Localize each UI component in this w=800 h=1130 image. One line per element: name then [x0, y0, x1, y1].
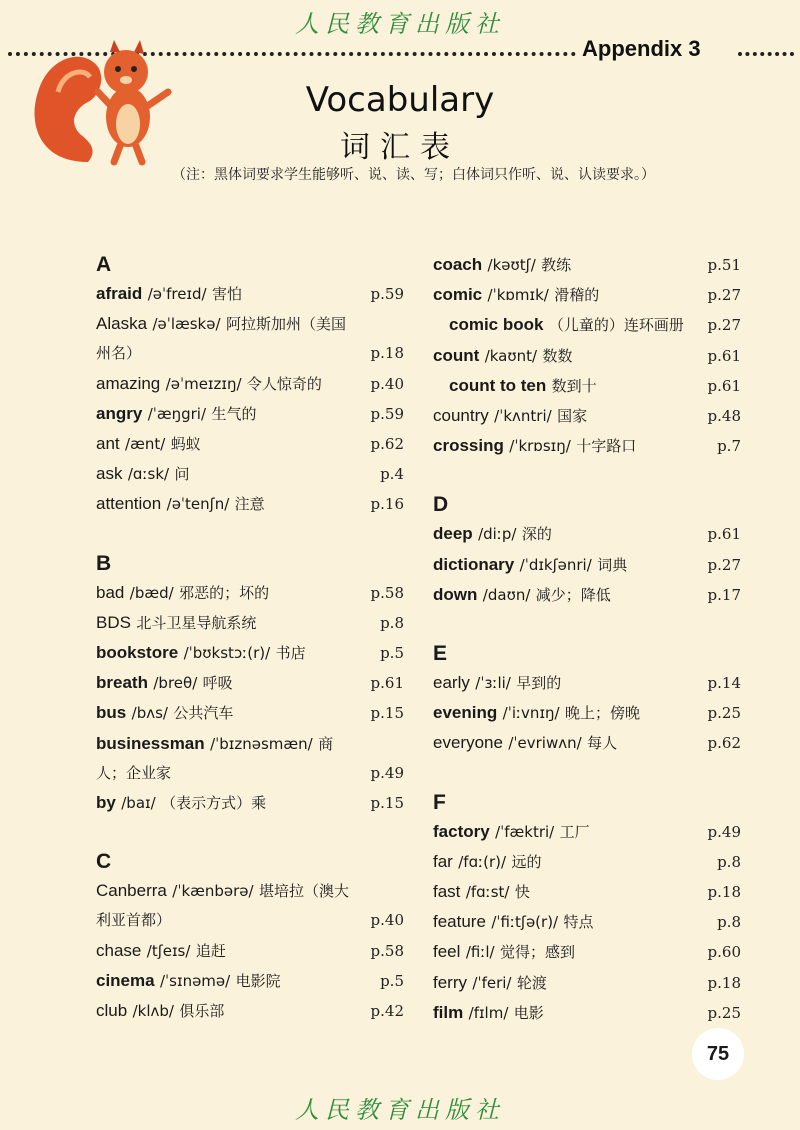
entry-word: BDS — [96, 612, 131, 632]
entry-text — [433, 907, 741, 937]
entry-phonetic: /kəʊtʃ/ — [487, 256, 536, 274]
entry-meaning: 觉得；感到 — [500, 943, 576, 962]
entry-phonetic: /ˈæŋgri/ — [147, 404, 207, 423]
vocab-entry — [433, 341, 741, 371]
entry-meaning: 数数 — [542, 346, 573, 365]
entry-text — [433, 728, 741, 758]
entry-word: comic book — [449, 315, 544, 335]
entry-meaning: 北斗卫星导航系统 — [136, 613, 257, 632]
entry-page-ref: p.40 — [370, 911, 404, 930]
entry-word: afraid — [96, 284, 143, 303]
entry-word: everyone — [433, 733, 503, 753]
vocab-entry — [433, 817, 741, 847]
vocab-entry — [433, 550, 741, 580]
entry-page-ref: p.8 — [717, 852, 741, 871]
entry-phonetic: /ˈsɪnəmə/ — [160, 971, 231, 990]
entry-meaning: 阿拉斯加州（美国州名） — [96, 315, 346, 363]
entry-meaning: 害怕 — [212, 285, 243, 303]
entry-phonetic: /breθ/ — [153, 674, 198, 693]
section-letter: D — [433, 493, 449, 517]
entry-page-ref: p.18 — [707, 883, 741, 902]
entry-phonetic: /ˈɜːli/ — [475, 674, 511, 693]
entry-page-ref: p.49 — [370, 763, 404, 782]
entry-meaning: 呼吸 — [202, 674, 233, 693]
entry-phonetic: /əˈmeɪzɪŋ/ — [165, 374, 242, 393]
entry-phonetic: /kaʊnt/ — [484, 346, 538, 365]
entry-meaning: 数到十 — [551, 376, 597, 395]
entry-phonetic: /bʌs/ — [131, 704, 168, 723]
entry-word: crossing — [433, 436, 504, 456]
vocab-entry — [433, 519, 741, 549]
entry-phonetic: /fɑːst/ — [465, 883, 510, 902]
entry-phonetic: /fɪlm/ — [468, 1003, 509, 1022]
entry-word: Canberra — [96, 881, 167, 901]
entry-meaning: 俱乐部 — [179, 1002, 225, 1021]
entry-phonetic: /ˈkʌntri/ — [494, 407, 552, 426]
entry-text — [96, 369, 404, 399]
vocab-entry — [96, 668, 404, 698]
entry-meaning: 问 — [174, 465, 190, 484]
entry-meaning: （儿童的）连环画册 — [548, 316, 684, 335]
entry-phonetic: /əˈtenʃn/ — [166, 495, 230, 514]
entry-text — [433, 431, 741, 461]
entry-meaning: （表示方式）乘 — [161, 794, 267, 813]
entry-page-ref: p.15 — [370, 794, 404, 813]
entry-text — [433, 847, 741, 877]
vocab-entry — [96, 729, 404, 788]
entry-text — [433, 371, 741, 401]
entry-page-ref: p.61 — [370, 674, 404, 693]
entry-page-ref: p.59 — [370, 285, 404, 303]
section-letter: F — [433, 790, 446, 814]
entry-page-ref: p.18 — [370, 344, 404, 363]
entry-phonetic: /tʃeɪs/ — [146, 941, 191, 960]
entry-meaning: 早到的 — [516, 674, 562, 693]
entry-text — [96, 608, 404, 638]
entry-meaning: 晚上；傍晚 — [564, 704, 640, 723]
entry-phonetic: /ænt/ — [125, 435, 166, 454]
entry-text — [433, 250, 741, 280]
entry-text — [96, 698, 404, 728]
vocab-entry — [433, 847, 741, 877]
page-number: 75 — [692, 1028, 744, 1080]
entry-text — [433, 968, 741, 998]
entry-word: early — [433, 673, 470, 693]
entry-page-ref: p.25 — [707, 1003, 741, 1022]
vocab-entry — [96, 429, 404, 459]
usage-note: （注：黑体词要求学生能够听、说、读、写；白体词只作听、说、认读要求。） — [172, 167, 655, 183]
entry-text — [433, 550, 741, 580]
entry-phonetic: /ˈbɪznəsmæn/ — [210, 734, 313, 753]
entry-text — [433, 877, 741, 907]
entry-text — [433, 401, 741, 431]
section-gap — [433, 461, 741, 490]
entry-text — [96, 729, 404, 788]
entry-page-ref: p.61 — [707, 376, 741, 395]
entry-word: ask — [96, 464, 123, 484]
entry-meaning: 电影院 — [235, 971, 281, 990]
entry-phonetic: /ˈkɒmɪk/ — [487, 286, 549, 305]
entry-text — [96, 459, 404, 489]
entry-word: evening — [433, 703, 498, 723]
appendix-label: Appendix 3 — [582, 36, 701, 61]
entry-meaning: 追赶 — [195, 941, 226, 960]
entry-text — [96, 309, 404, 368]
entry-phonetic: /diːp/ — [478, 525, 517, 544]
entry-meaning: 工厂 — [559, 822, 590, 841]
entry-word: breath — [96, 673, 148, 693]
entry-page-ref: p.8 — [717, 913, 741, 932]
entry-word: chase — [96, 940, 142, 960]
vocab-entry — [433, 907, 741, 937]
entry-page-ref: p.61 — [707, 346, 741, 365]
vocab-entry — [433, 698, 741, 728]
vocab-entry — [96, 399, 404, 429]
entry-meaning: 生气的 — [211, 404, 257, 423]
entry-text — [433, 668, 741, 698]
vocab-entry — [433, 431, 741, 461]
entry-text — [96, 966, 404, 996]
entry-word: cinema — [96, 970, 155, 990]
entry-text — [433, 698, 741, 728]
entry-page-ref: p.62 — [370, 435, 404, 454]
entry-page-ref: p.58 — [370, 941, 404, 960]
entry-phonetic: /ˈkænbərə/ — [172, 882, 254, 901]
section-gap — [433, 610, 741, 639]
entry-meaning: 蚂蚁 — [170, 435, 201, 454]
vocab-entry — [96, 698, 404, 728]
section-gap — [96, 520, 404, 549]
entry-text — [96, 279, 404, 309]
entry-meaning: 特点 — [563, 913, 594, 932]
section-letter: A — [96, 253, 112, 276]
entry-page-ref: p.62 — [707, 734, 741, 753]
page-title-english: Vocabulary — [305, 80, 495, 120]
publisher-logo-top: 人民教育出版社 — [295, 10, 505, 38]
entry-word: down — [433, 584, 478, 604]
entry-word: count to ten — [449, 375, 547, 395]
entry-text — [433, 580, 741, 610]
section-letter: E — [433, 642, 448, 666]
entry-page-ref: p.25 — [707, 704, 741, 723]
entry-phonetic: /klʌb/ — [132, 1002, 174, 1021]
entry-phonetic: /ˈbʊkstɔː(r)/ — [183, 644, 271, 663]
entry-text — [96, 489, 404, 519]
entry-meaning: 减少；降低 — [535, 585, 611, 604]
vocab-entry — [433, 371, 741, 401]
vocab-entry — [96, 936, 404, 966]
entry-word: comic — [433, 285, 483, 305]
entry-meaning: 轮渡 — [516, 973, 547, 992]
entry-page-ref: p.27 — [707, 555, 741, 574]
entry-word: bad — [96, 582, 125, 602]
entry-word: club — [96, 1001, 128, 1021]
entry-meaning: 快 — [514, 883, 530, 902]
entry-meaning: 词典 — [597, 555, 628, 574]
vocab-entry — [96, 309, 404, 368]
vocab-entry — [433, 250, 741, 280]
entry-page-ref: p.59 — [370, 404, 404, 423]
vocab-entry — [96, 788, 404, 818]
entry-page-ref: p.61 — [707, 525, 741, 544]
entry-page-ref: p.42 — [370, 1002, 404, 1021]
entry-phonetic: /fɑː(r)/ — [458, 852, 507, 871]
vocab-entry — [96, 578, 404, 608]
entry-page-ref: p.60 — [707, 943, 741, 962]
entry-meaning: 十字路口 — [576, 437, 637, 456]
entry-text — [96, 996, 404, 1026]
entry-page-ref: p.18 — [707, 973, 741, 992]
entry-phonetic: /ˈferi/ — [472, 973, 512, 992]
section-letter: C — [96, 850, 112, 874]
entry-meaning: 邪恶的；坏的 — [179, 583, 270, 602]
entry-meaning: 远的 — [511, 852, 542, 871]
entry-page-ref: p.58 — [370, 583, 404, 602]
vocab-entry — [96, 489, 404, 519]
vocab-entry — [433, 998, 741, 1028]
vocab-entry — [433, 877, 741, 907]
entry-word: ant — [96, 434, 120, 454]
section-gap — [96, 818, 404, 847]
entry-page-ref: p.16 — [370, 495, 404, 514]
entry-word: feel — [433, 942, 461, 962]
entry-word: ferry — [433, 972, 467, 992]
entry-page-ref: p.48 — [707, 407, 741, 426]
vocab-entry — [433, 937, 741, 967]
entry-phonetic: /ˈfiːtʃə(r)/ — [491, 913, 559, 932]
entry-word: bookstore — [96, 643, 179, 663]
entry-meaning: 注意 — [234, 495, 265, 514]
entry-word: bus — [96, 703, 127, 723]
entry-meaning: 深的 — [521, 525, 552, 544]
vocab-entry — [433, 310, 741, 340]
entry-meaning: 令人惊奇的 — [246, 374, 322, 393]
vocab-entry — [433, 968, 741, 998]
entry-phonetic: /ˈdɪkʃənri/ — [519, 555, 592, 574]
entry-text — [433, 937, 741, 967]
entry-phonetic: /əˈfreɪd/ — [147, 285, 207, 303]
section-gap — [433, 759, 741, 788]
vocab-entry — [96, 369, 404, 399]
entry-text — [433, 817, 741, 847]
entry-phonetic: /baɪ/ — [121, 794, 156, 813]
entry-text — [96, 936, 404, 966]
entry-meaning: 滑稽的 — [554, 286, 600, 305]
vocab-entry — [96, 608, 404, 638]
entry-word: deep — [433, 524, 473, 544]
entry-phonetic: /daʊn/ — [482, 585, 531, 604]
entry-word: angry — [96, 403, 143, 423]
vocab-column-left — [96, 250, 404, 1026]
entry-page-ref: p.49 — [707, 822, 741, 841]
entry-text — [96, 638, 404, 668]
entry-text — [433, 519, 741, 549]
entry-text — [96, 876, 404, 935]
entry-phonetic: /fiːl/ — [465, 943, 495, 962]
entry-word: count — [433, 345, 480, 365]
vocab-entry — [96, 966, 404, 996]
publisher-logo-bottom: 人民教育出版社 — [295, 1096, 505, 1124]
entry-phonetic: /ˈfæktri/ — [495, 822, 555, 841]
entry-page-ref: p.14 — [707, 674, 741, 693]
entry-word: Alaska — [96, 314, 148, 334]
entry-word: by — [96, 793, 116, 813]
entry-text — [96, 429, 404, 459]
entry-word: coach — [433, 255, 483, 274]
entry-word: fast — [433, 882, 461, 902]
vocab-entry — [96, 638, 404, 668]
entry-word: far — [433, 851, 453, 871]
entry-word: attention — [96, 494, 162, 514]
entry-page-ref: p.8 — [380, 613, 404, 632]
entry-page-ref: p.5 — [380, 644, 404, 663]
entry-phonetic: /ɑːsk/ — [127, 465, 170, 484]
entry-page-ref: p.51 — [707, 256, 741, 274]
vocab-entry — [433, 580, 741, 610]
entry-word: factory — [433, 821, 490, 841]
entry-word: country — [433, 406, 489, 426]
vocab-column-right — [433, 250, 741, 1028]
entry-meaning: 教练 — [541, 256, 572, 274]
entry-word: film — [433, 1002, 464, 1022]
entry-meaning: 国家 — [557, 407, 588, 426]
entry-text — [96, 668, 404, 698]
entry-meaning: 每人 — [587, 734, 618, 753]
entry-page-ref: p.17 — [707, 585, 741, 604]
entry-text — [433, 998, 741, 1028]
page-title-chinese: 词汇表 — [340, 130, 460, 165]
entry-word: feature — [433, 912, 486, 932]
entry-page-ref: p.40 — [370, 374, 404, 393]
entry-page-ref: p.4 — [380, 465, 404, 484]
entry-meaning: 商人；企业家 — [96, 734, 334, 782]
entry-meaning: 堪培拉（澳大利亚首都） — [96, 882, 350, 930]
vocab-entry — [96, 279, 404, 309]
entry-word: amazing — [96, 373, 161, 393]
entry-page-ref: p.27 — [707, 316, 741, 335]
vocab-entry — [433, 401, 741, 431]
vocab-entry — [433, 728, 741, 758]
entry-page-ref: p.7 — [717, 437, 741, 456]
entry-text — [96, 578, 404, 608]
vocab-entry — [96, 996, 404, 1026]
entry-page-ref: p.15 — [370, 704, 404, 723]
vocab-entry — [433, 668, 741, 698]
entry-phonetic: /ˈkrɒsɪŋ/ — [509, 437, 571, 456]
vocab-entry — [433, 280, 741, 310]
entry-word: businessman — [96, 733, 205, 753]
entry-text — [433, 341, 741, 371]
entry-word: dictionary — [433, 554, 515, 574]
entry-text — [96, 399, 404, 429]
entry-text — [433, 280, 741, 310]
entry-phonetic: /ˈevriwʌn/ — [508, 734, 582, 753]
entry-phonetic: /əˈlæskə/ — [152, 315, 221, 334]
entry-text — [96, 788, 404, 818]
entry-meaning: 书店 — [275, 644, 306, 663]
entry-text — [433, 310, 741, 340]
entry-phonetic: /ˈiːvnɪŋ/ — [502, 704, 560, 723]
entry-page-ref: p.27 — [707, 286, 741, 305]
vocab-entry — [96, 876, 404, 935]
entry-phonetic: /bæd/ — [129, 583, 174, 602]
section-letter: B — [96, 551, 112, 575]
entry-page-ref: p.5 — [380, 971, 404, 990]
vocab-entry — [96, 459, 404, 489]
entry-meaning: 公共汽车 — [173, 704, 234, 723]
dotted-rule-right — [738, 52, 794, 56]
entry-meaning: 电影 — [513, 1003, 544, 1022]
